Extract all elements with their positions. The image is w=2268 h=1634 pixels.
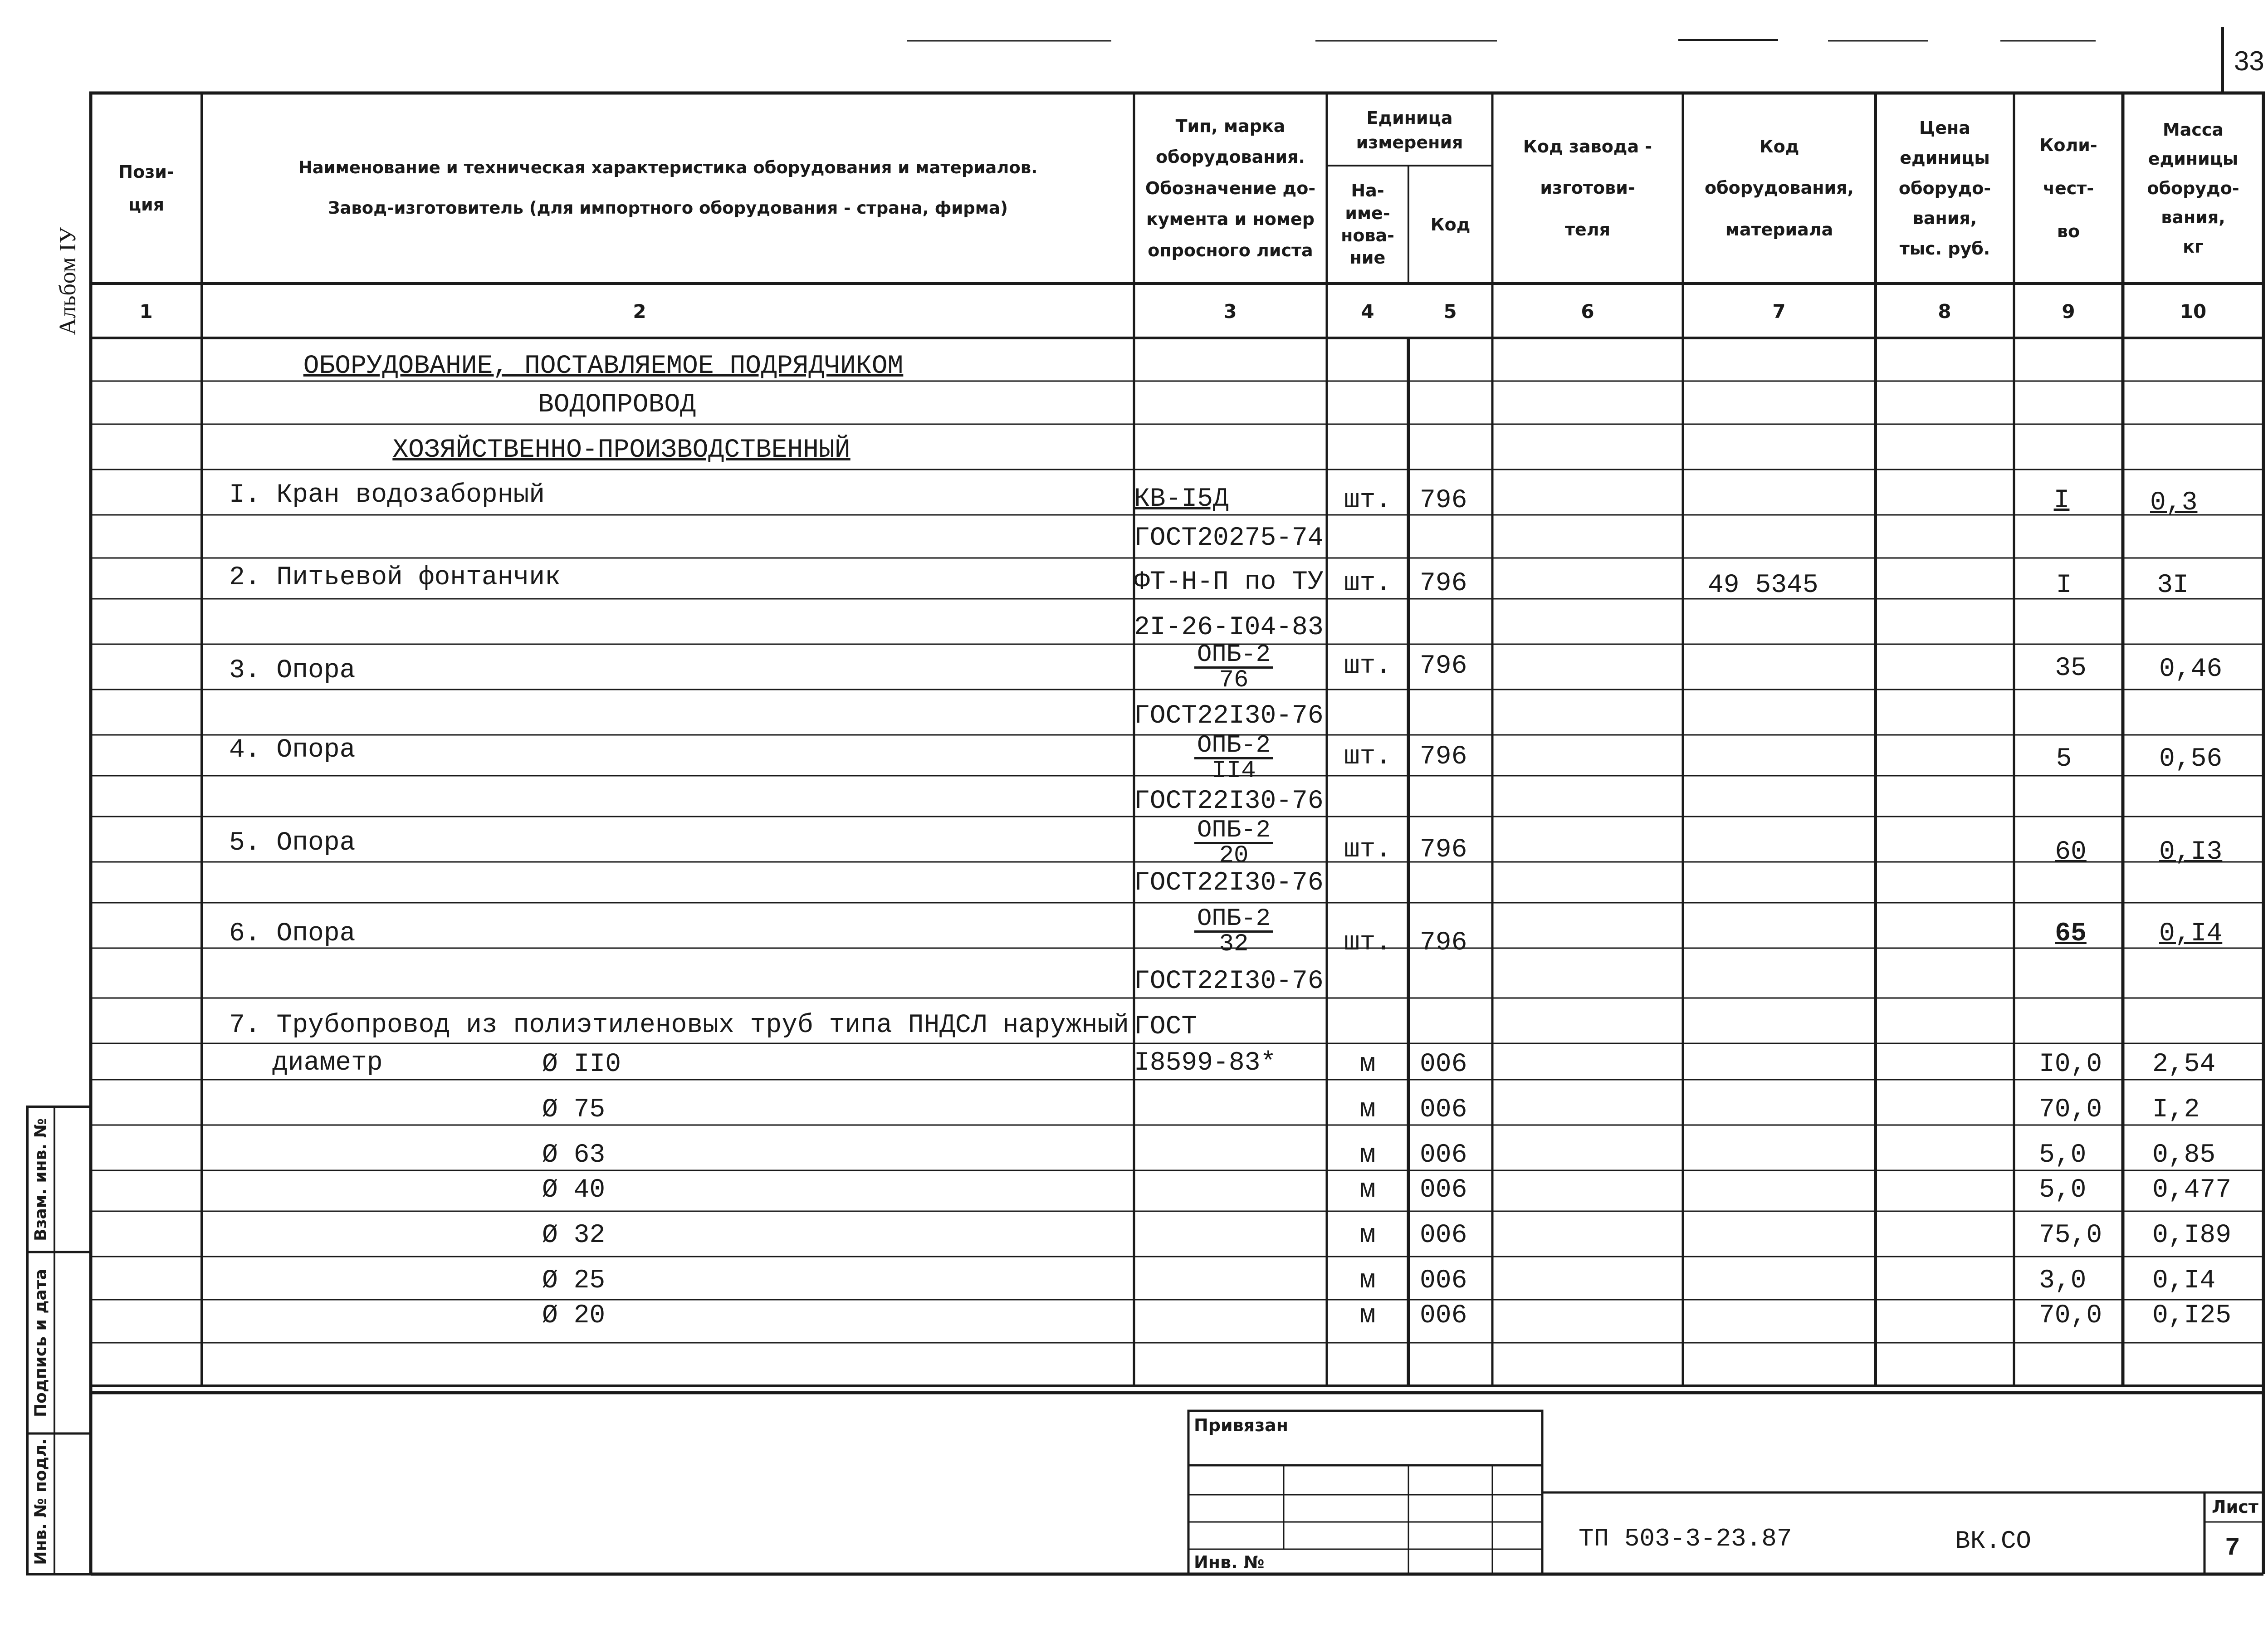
column-number: 4 — [1361, 300, 1374, 323]
pipe-unit: м — [1359, 1175, 1376, 1205]
item-type-fraction — [1194, 905, 1273, 959]
pipe-quantity: 70,0 — [2039, 1095, 2102, 1125]
item-quantity: 60 — [2055, 837, 2087, 867]
pipe-mass: 0,I25 — [2152, 1301, 2232, 1331]
pipe-unit-code: 006 — [1420, 1140, 1467, 1170]
pipe-mass: I,2 — [2152, 1095, 2200, 1125]
item-type-standard: ГОСТ22I30-76 — [1134, 868, 1324, 898]
pipe-unit-code: 006 — [1420, 1221, 1467, 1250]
item-equipment-code: 49 5345 — [1708, 571, 1818, 600]
stamp-replacement-inv: Взам. инв. № — [31, 1118, 50, 1241]
item-mass: 0,46 — [2159, 655, 2223, 684]
document-code: ТП 503-3-23.87 — [1579, 1524, 1792, 1553]
pipe-mass: 0,I89 — [2152, 1221, 2232, 1250]
pipe-item-name: 7. Трубопровод из полиэтиленовых труб типа ПНДСЛ наружный — [229, 1011, 1129, 1040]
section-title: ОБОРУДОВАНИЕ, ПОСТАВЛЯЕМОЕ ПОДРЯДЧИКОМ — [303, 352, 904, 381]
inventory-number-label: Инв. № — [1194, 1552, 1265, 1572]
item-name: 5. Опора — [229, 828, 356, 858]
pipe-unit: м — [1359, 1266, 1376, 1296]
column-number: 1 — [139, 300, 153, 323]
item-unit-code: 796 — [1420, 742, 1467, 772]
item-mass: 0,I3 — [2159, 837, 2223, 867]
column-number: 5 — [1443, 300, 1457, 323]
item-unit: шт. — [1344, 569, 1392, 598]
sheet-label: Лист — [2212, 1497, 2258, 1517]
column-number: 7 — [1772, 300, 1786, 323]
pipe-diameter: Ø 40 — [542, 1175, 606, 1205]
sheet-number: 7 — [2225, 1533, 2240, 1562]
pipe-quantity: 5,0 — [2039, 1140, 2087, 1170]
stamp-original-inv: Инв. № подл. — [31, 1438, 50, 1565]
item-quantity: 35 — [2055, 654, 2087, 683]
document-mark: ВК.СО — [1955, 1526, 2032, 1556]
header-name: Наименование и техническая характеристика оборудования и материалов. Завод-изготовитель (для импортного оборудования - страна, фирма) — [298, 158, 1038, 218]
item-name: 4. Опора — [229, 735, 356, 765]
pipe-mass: 0,85 — [2152, 1140, 2216, 1170]
header-position: Пози- ция — [118, 161, 174, 215]
fraction-bottom: II4 — [1212, 757, 1256, 785]
item-unit-code: 796 — [1420, 569, 1467, 598]
header-price: Цена единицы оборудо- вания, тыс. руб. — [1898, 117, 1991, 259]
column-number: 2 — [633, 300, 646, 323]
header-quantity: Коли- чест- во — [2039, 135, 2097, 241]
column-number: 8 — [1938, 300, 1951, 323]
item-mass: 0,56 — [2159, 744, 2223, 774]
column-number: 3 — [1223, 300, 1237, 323]
item-unit: шт. — [1344, 651, 1392, 681]
item-mass: 0,3 — [2150, 488, 2198, 518]
pipe-unit: м — [1359, 1301, 1376, 1331]
page-number: 33 — [2234, 46, 2264, 76]
fraction-bottom: 76 — [1219, 666, 1249, 695]
item-type-standard: 2I-26-I04-83 — [1134, 613, 1324, 642]
pipe-unit: м — [1359, 1095, 1376, 1125]
fraction-top: ОПБ-2 — [1194, 819, 1273, 844]
item-type: КВ-I5Д — [1134, 484, 1229, 514]
item-type-fraction — [1194, 819, 1273, 868]
header-unit: Единица измерения — [1356, 108, 1463, 152]
pipe-unit: м — [1359, 1140, 1376, 1170]
item-unit: шт. — [1344, 742, 1392, 772]
header-equipment-code: Код оборудования, материала — [1705, 137, 1854, 240]
item-type-fraction — [1194, 734, 1273, 783]
item-name: 3. Опора — [229, 656, 356, 685]
pipe-unit-code: 006 — [1420, 1050, 1467, 1079]
pipe-diameter: Ø 63 — [542, 1140, 606, 1170]
bound-label: Привязан — [1194, 1415, 1289, 1435]
header-unit-name: На- име- нова- ние — [1341, 181, 1394, 268]
header-unit-code: Код — [1430, 214, 1471, 235]
album-label: Альбом IУ — [54, 227, 81, 335]
item-type: ФТ-Н-П по ТУ — [1134, 567, 1324, 597]
item-unit: шт. — [1344, 835, 1392, 865]
item-type-fraction — [1194, 641, 1273, 695]
item-type-standard: ГОСТ22I30-76 — [1134, 967, 1324, 996]
fraction-top: ОПБ-2 — [1194, 643, 1273, 669]
fraction-top: ОПБ-2 — [1194, 907, 1273, 933]
pipe-mass: 0,477 — [2152, 1175, 2232, 1205]
item-quantity: 5 — [2056, 744, 2072, 774]
item-name: 2. Питьевой фонтанчик — [229, 563, 561, 592]
item-type-standard: ГОСТ22I30-76 — [1134, 787, 1324, 816]
pipe-quantity: 5,0 — [2039, 1175, 2087, 1205]
pipe-diameter: Ø 75 — [542, 1095, 606, 1125]
pipe-mass: 2,54 — [2152, 1050, 2216, 1079]
item-unit-code: 796 — [1420, 835, 1467, 865]
pipe-mass: 0,I4 — [2152, 1266, 2216, 1296]
pipe-diameter-label: диаметр — [272, 1048, 383, 1078]
pipe-unit-code: 006 — [1420, 1095, 1467, 1125]
fraction-bottom: 32 — [1219, 930, 1249, 959]
header-factory-code: Код завода - изготови- теля — [1523, 137, 1652, 240]
pipe-diameter: Ø 32 — [542, 1221, 606, 1250]
header-mass: Масса единицы оборудо- вания, кг — [2147, 119, 2239, 257]
pipe-diameter: Ø 20 — [542, 1301, 606, 1331]
fraction-top: ОПБ-2 — [1194, 734, 1273, 759]
item-unit: шт. — [1344, 928, 1392, 958]
pipe-unit-code: 006 — [1420, 1175, 1467, 1205]
pipe-item-type: ГОСТ — [1134, 1012, 1198, 1042]
column-number: 6 — [1581, 300, 1594, 323]
column-number: 9 — [2062, 300, 2075, 323]
pipe-quantity: 70,0 — [2039, 1301, 2102, 1331]
stamp-signature-date: Подпись и дата — [31, 1269, 50, 1417]
pipe-item-standard: I8599-83* — [1134, 1048, 1276, 1078]
section-title: ВОДОПРОВОД — [538, 390, 696, 420]
pipe-unit: м — [1359, 1050, 1376, 1079]
item-quantity: I — [2053, 486, 2070, 515]
pipe-diameter: Ø 25 — [542, 1266, 606, 1296]
item-unit-code: 796 — [1420, 651, 1467, 681]
item-mass: 3I — [2157, 571, 2189, 600]
item-unit: шт. — [1344, 486, 1392, 515]
pipe-unit-code: 006 — [1420, 1266, 1467, 1296]
pipe-diameter: Ø II0 — [542, 1050, 621, 1079]
item-mass: 0,I4 — [2159, 919, 2223, 949]
pipe-quantity: 75,0 — [2039, 1221, 2102, 1250]
item-unit-code: 796 — [1420, 928, 1467, 958]
header-type: Тип, марка оборудования. Обозначение до- кумента и номер опросного листа — [1145, 116, 1316, 260]
item-unit-code: 796 — [1420, 486, 1467, 515]
section-title: ХОЗЯЙСТВЕННО-ПРОИЗВОДСТВЕННЫЙ — [392, 435, 850, 465]
pipe-quantity: I0,0 — [2039, 1050, 2102, 1079]
pipe-unit-code: 006 — [1420, 1301, 1467, 1331]
item-type-standard: ГОСТ20275-74 — [1134, 523, 1324, 553]
pipe-quantity: 3,0 — [2039, 1266, 2087, 1296]
column-number: 10 — [2180, 300, 2207, 323]
pipe-unit: м — [1359, 1221, 1376, 1250]
item-quantity: I — [2056, 571, 2072, 600]
item-name: I. Кран водозаборный — [229, 480, 545, 510]
item-name: 6. Опора — [229, 919, 356, 949]
item-type-standard: ГОСТ22I30-76 — [1134, 701, 1324, 731]
fraction-bottom: 20 — [1219, 842, 1249, 870]
item-quantity: 65 — [2055, 919, 2087, 949]
